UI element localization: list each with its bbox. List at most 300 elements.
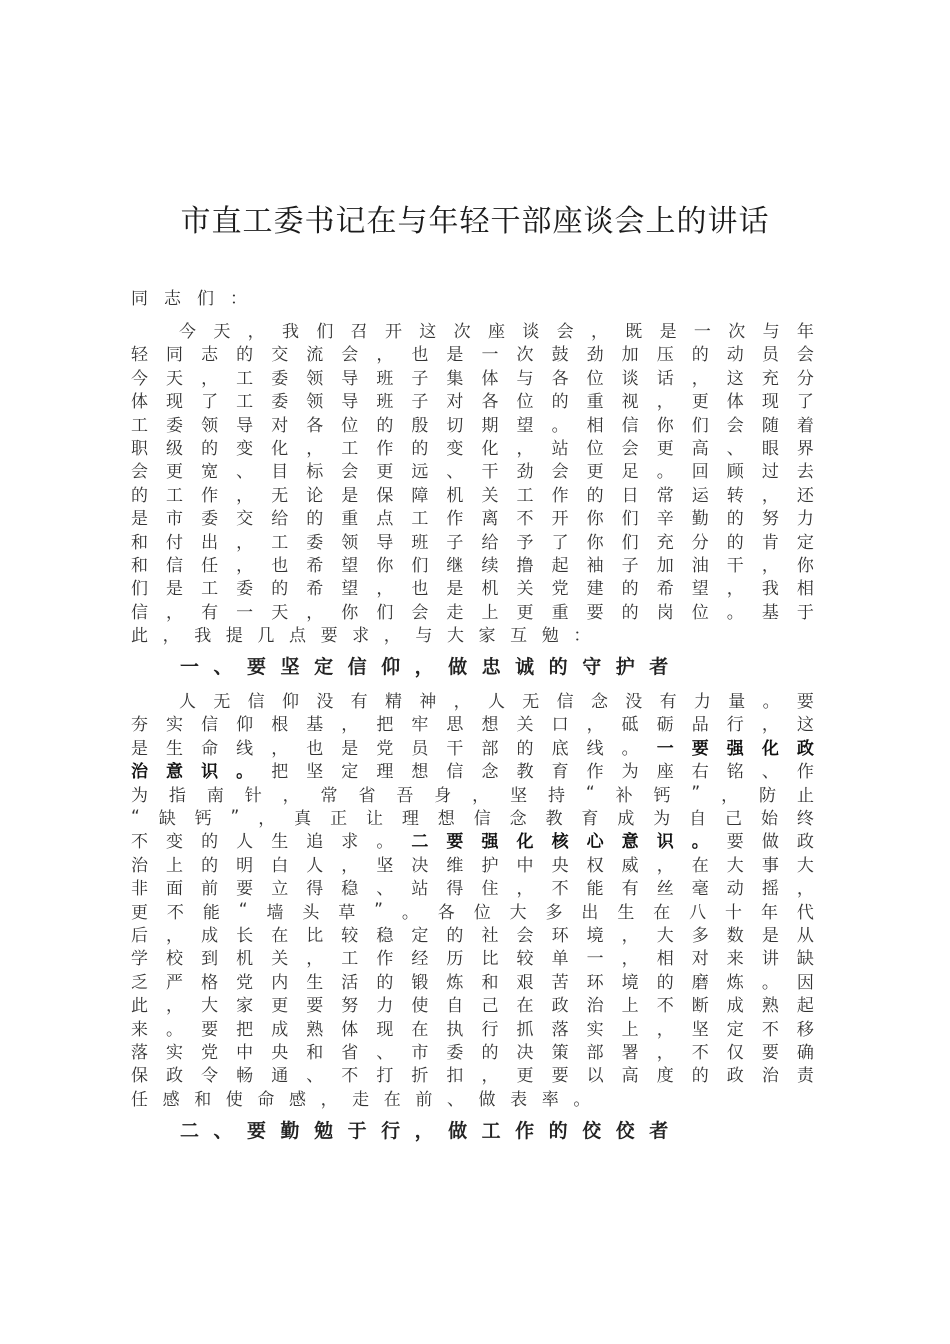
text-char: 格 <box>201 972 219 993</box>
heading-char: 勤 <box>280 1119 300 1142</box>
text-char: 各 <box>481 392 499 413</box>
text-char: 央 <box>271 1043 289 1063</box>
text-char: 着 <box>796 415 814 436</box>
text-char: 要 <box>796 692 814 712</box>
text-char: 位 <box>691 602 709 623</box>
emphasis-char: 要 <box>446 832 464 853</box>
page-title: 市直工委书记在与年轻干部座谈会上的讲话 <box>180 204 770 239</box>
text-char: 钙 <box>194 809 212 829</box>
paragraph-line <box>131 852 814 875</box>
text-char: 环 <box>586 972 604 993</box>
text-char: 重 <box>551 602 569 623</box>
text-char: 缺 <box>158 809 176 829</box>
text-char: 工 <box>236 368 254 389</box>
text-char: 铭 <box>726 762 744 783</box>
text-char: 学 <box>131 949 148 970</box>
text-char: 落 <box>551 1019 569 1040</box>
paragraph-line <box>131 599 814 622</box>
text-char: 次 <box>453 322 471 342</box>
text-char: 各 <box>306 415 324 436</box>
text-char: 住 <box>481 879 499 900</box>
paragraph-line <box>131 622 814 645</box>
text-char: 委 <box>201 509 219 530</box>
text-char: 工 <box>411 509 429 530</box>
emphasis-char: 治 <box>131 762 148 783</box>
heading-char: 者 <box>649 655 669 678</box>
text-char: 指 <box>168 785 186 806</box>
text-char: 子 <box>446 532 464 553</box>
text-char: ， <box>761 485 779 506</box>
text-char: 委 <box>166 415 184 436</box>
text-char: ， <box>282 785 300 806</box>
text-char: 更 <box>516 1066 534 1087</box>
text-char: 更 <box>271 996 289 1017</box>
heading-char: 者 <box>649 1119 669 1142</box>
text-char: 领 <box>201 415 219 436</box>
text-char: 有 <box>659 692 677 712</box>
text-char: 品 <box>691 715 709 736</box>
text-char: 确 <box>796 1043 814 1063</box>
paragraph-line <box>131 388 814 411</box>
text-char: 在 <box>691 855 709 876</box>
text-char: 更 <box>516 602 534 623</box>
text-char: 的 <box>691 345 709 366</box>
text-char: 这 <box>419 322 437 342</box>
text-char: 摇 <box>761 879 779 900</box>
text-char: 线 <box>586 738 604 759</box>
text-char: 身 <box>434 785 452 806</box>
paragraph-line <box>131 575 814 598</box>
text-char: 互 <box>510 626 528 647</box>
text-char: 信 <box>166 556 184 576</box>
text-char: 位 <box>516 392 534 413</box>
text-char: 级 <box>166 439 184 459</box>
text-char: 的 <box>551 392 569 413</box>
text-char: 期 <box>481 415 499 436</box>
emphasis-char: 化 <box>516 832 534 853</box>
text-char: 市 <box>166 509 184 530</box>
text-char: 要 <box>306 996 324 1017</box>
text-char: 天 <box>213 322 231 342</box>
text-char: 缺 <box>796 949 814 970</box>
paragraph-line <box>131 992 814 1015</box>
heading-char: 定 <box>314 655 334 678</box>
text-char: 。 <box>726 602 744 623</box>
text-char: 位 <box>473 902 491 923</box>
text-char: 袖 <box>586 556 604 576</box>
paragraph-line <box>131 412 814 435</box>
text-char: 。 <box>621 738 639 759</box>
text-char: 畅 <box>236 1066 254 1087</box>
text-char: 行 <box>726 715 744 736</box>
emphasis-char: 一 <box>656 738 674 759</box>
text-char: 底 <box>551 738 569 759</box>
text-char: 变 <box>446 439 464 459</box>
text-char: 党 <box>201 1043 219 1063</box>
emphasis-char: 识 <box>656 832 674 853</box>
text-char: 长 <box>236 926 254 946</box>
text-char: 生 <box>306 972 324 993</box>
text-char: 较 <box>516 949 534 970</box>
text-char: 干 <box>481 462 499 483</box>
text-char: 神 <box>419 692 437 712</box>
text-char: ， <box>376 579 394 600</box>
text-char: 保 <box>376 485 394 506</box>
text-char: ， <box>201 368 219 389</box>
text-char: 把 <box>376 715 394 736</box>
text-char: 社 <box>481 926 499 946</box>
paragraph-line <box>131 529 814 552</box>
text-char: 轻 <box>131 345 148 366</box>
text-char: 不 <box>691 1043 709 1063</box>
text-char: 经 <box>411 949 429 970</box>
text-char: 充 <box>656 532 674 553</box>
heading-char: 做 <box>448 1119 468 1142</box>
text-char: 高 <box>621 1066 639 1087</box>
paragraph-line <box>131 318 814 341</box>
text-char: 相 <box>586 415 604 436</box>
text-char: ， <box>236 485 254 506</box>
text-char: 这 <box>726 368 744 389</box>
text-char: 是 <box>446 579 464 600</box>
text-char: 更 <box>376 462 394 483</box>
text-char: 多 <box>691 926 709 946</box>
text-char: 终 <box>796 809 814 829</box>
emphasis-char: 意 <box>621 832 639 853</box>
text-char: 前 <box>415 1089 433 1110</box>
text-char: 了 <box>201 392 219 413</box>
paragraph-line <box>131 758 814 781</box>
text-char: 与 <box>415 626 433 647</box>
text-char: 口 <box>551 715 569 736</box>
text-char: 的 <box>446 926 464 946</box>
text-char: 通 <box>271 1066 289 1087</box>
text-char: 毫 <box>691 879 709 900</box>
text-char: 政 <box>551 996 569 1017</box>
text-char: 念 <box>509 809 527 829</box>
text-char: 率 <box>541 1089 559 1110</box>
text-char: 们 <box>621 532 639 553</box>
text-char: 是 <box>446 345 464 366</box>
paragraph-line <box>131 899 814 922</box>
text-char: 于 <box>796 602 814 623</box>
text-char: 得 <box>446 879 464 900</box>
text-char: ， <box>166 926 184 946</box>
text-char: 努 <box>761 509 779 530</box>
text-char: 油 <box>691 556 709 576</box>
text-char: 位 <box>586 439 604 459</box>
text-char: 单 <box>551 949 569 970</box>
text-char: 给 <box>481 532 499 553</box>
text-char: 力 <box>796 509 814 530</box>
text-char: 在 <box>271 926 289 946</box>
text-char: ， <box>306 439 324 459</box>
salutation-char: ： <box>230 289 247 309</box>
text-char: 压 <box>656 345 674 366</box>
text-char: 以 <box>586 1066 604 1087</box>
text-char: 更 <box>586 462 604 483</box>
text-char: 事 <box>761 855 779 876</box>
text-char: 行 <box>481 1019 499 1040</box>
text-char: 你 <box>376 556 394 576</box>
text-char: 补 <box>615 785 633 806</box>
text-char: 、 <box>306 1066 324 1087</box>
text-char: 子 <box>411 392 429 413</box>
text-char: 要 <box>726 832 744 853</box>
text-char: 要 <box>320 626 338 647</box>
text-char: 自 <box>446 996 464 1017</box>
text-char: 也 <box>411 345 429 366</box>
text-char: 市 <box>411 1043 429 1063</box>
text-char: 你 <box>656 415 674 436</box>
emphasis-char: 识 <box>201 762 219 783</box>
text-char: 代 <box>796 902 814 923</box>
text-char: 要 <box>201 1019 219 1040</box>
text-char: ， <box>236 532 254 553</box>
emphasis-char: 政 <box>796 738 814 759</box>
text-char: 成 <box>726 996 744 1017</box>
text-char: ， <box>162 626 180 647</box>
text-char: 在 <box>516 996 534 1017</box>
text-char: 工 <box>271 532 289 553</box>
paragraph-line <box>131 1039 814 1062</box>
text-char: 坚 <box>510 785 528 806</box>
salutation-char: 志 <box>164 289 181 309</box>
text-char: 充 <box>761 368 779 389</box>
emphasis-char: 心 <box>586 832 604 853</box>
heading-char: 佼 <box>615 1119 635 1142</box>
text-char: 会 <box>621 439 639 459</box>
text-char: 信 <box>473 809 491 829</box>
text-char: 上 <box>166 855 184 876</box>
text-char: 真 <box>294 809 312 829</box>
text-char: 领 <box>341 532 359 553</box>
text-char: 体 <box>341 1019 359 1040</box>
text-char: 领 <box>306 368 324 389</box>
text-char: 不 <box>516 509 534 530</box>
text-char: 不 <box>656 996 674 1017</box>
text-char: 治 <box>761 1066 779 1087</box>
text-char: 人 <box>179 692 196 712</box>
text-char: 起 <box>796 996 814 1017</box>
text-char: 们 <box>621 509 639 530</box>
text-char: 一 <box>693 322 711 342</box>
text-char: 定 <box>341 762 359 783</box>
text-char: 砥 <box>621 715 639 736</box>
paragraph-line <box>131 688 814 711</box>
text-char: 把 <box>236 1019 254 1040</box>
text-char: 坚 <box>691 1019 709 1040</box>
text-char: 、 <box>761 762 779 783</box>
text-char: 会 <box>131 462 148 483</box>
text-char: 求 <box>352 626 370 647</box>
text-char: 今 <box>131 368 148 389</box>
text-char: 部 <box>586 1043 604 1063</box>
text-char: 班 <box>376 392 394 413</box>
text-char: ， <box>656 1019 674 1040</box>
text-char: 始 <box>760 809 778 829</box>
text-char: 加 <box>656 556 674 576</box>
text-char: 定 <box>411 926 429 946</box>
text-char: 立 <box>271 879 289 900</box>
text-char: 实 <box>166 1043 184 1063</box>
text-char: 会 <box>551 462 569 483</box>
text-char: 生 <box>271 832 289 853</box>
text-char: 信 <box>131 602 148 623</box>
text-char: 们 <box>411 556 429 576</box>
paragraph-line <box>131 341 814 364</box>
text-char: 牢 <box>411 715 429 736</box>
text-char: 站 <box>411 879 429 900</box>
text-char: 策 <box>551 1043 569 1063</box>
text-char: 现 <box>761 392 779 413</box>
text-char: 志 <box>201 345 219 366</box>
text-char: ， <box>516 879 534 900</box>
paragraph-line <box>131 782 814 805</box>
text-char: 肯 <box>761 532 779 553</box>
text-char: 关 <box>516 715 534 736</box>
text-char: 使 <box>225 1089 243 1110</box>
emphasis-char: 化 <box>761 738 779 759</box>
heading-char: 忠 <box>481 655 501 678</box>
text-char: 因 <box>796 972 814 993</box>
paragraph-line <box>131 805 814 828</box>
text-char: 面 <box>166 879 184 900</box>
text-char: 基 <box>306 715 324 736</box>
text-char: 移 <box>796 1019 814 1040</box>
text-char: 育 <box>581 809 599 829</box>
text-char: ， <box>621 926 639 946</box>
text-char: 力 <box>376 996 394 1017</box>
text-char: ， <box>453 692 471 712</box>
text-char: 成 <box>617 809 635 829</box>
text-char: 决 <box>411 855 429 876</box>
text-char: ， <box>166 602 184 623</box>
text-char: 、 <box>446 462 464 483</box>
heading-char: 的 <box>548 1119 568 1142</box>
text-char: 会 <box>796 345 814 366</box>
text-char: 实 <box>166 715 184 736</box>
text-char: 止 <box>796 785 814 806</box>
text-char: 有 <box>621 879 639 900</box>
text-char: 大 <box>509 902 527 923</box>
text-char: 自 <box>689 809 707 829</box>
text-char: 历 <box>446 949 464 970</box>
text-char: 右 <box>691 762 709 783</box>
text-char: 稳 <box>376 926 394 946</box>
text-char: ， <box>258 809 276 829</box>
text-char: 也 <box>411 579 429 600</box>
text-char: 变 <box>166 832 184 853</box>
text-char: 关 <box>516 579 534 600</box>
text-char: 望 <box>341 579 359 600</box>
text-char: 墙 <box>266 902 284 923</box>
text-char: 常 <box>320 785 338 806</box>
text-char: 信 <box>247 692 265 712</box>
text-char: 作 <box>376 439 394 459</box>
text-char: 成 <box>201 926 219 946</box>
text-char: 视 <box>621 392 639 413</box>
text-char: 殷 <box>411 415 429 436</box>
text-char: 大 <box>201 996 219 1017</box>
text-char: “ <box>238 900 248 921</box>
paragraph-line <box>131 505 814 528</box>
text-char: 对 <box>271 415 289 436</box>
text-char: 工 <box>516 485 534 506</box>
text-char: 更 <box>131 902 148 923</box>
text-char: 治 <box>131 855 148 876</box>
text-char: ， <box>166 996 184 1017</box>
text-char: 望 <box>341 556 359 576</box>
text-char: 岗 <box>656 602 674 623</box>
text-char: 动 <box>726 879 744 900</box>
paragraph-line <box>131 1062 814 1085</box>
text-char: 谈 <box>522 322 540 342</box>
text-char: 了 <box>796 392 814 413</box>
text-char: 我 <box>194 626 212 647</box>
heading-char: 要 <box>247 655 267 678</box>
text-char: “ <box>585 783 595 804</box>
text-char: 中 <box>516 855 534 876</box>
text-char: 站 <box>551 439 569 459</box>
text-char: 为 <box>653 809 671 829</box>
text-char: 流 <box>306 345 324 366</box>
heading-char: 的 <box>548 655 568 678</box>
text-char: 希 <box>656 579 674 600</box>
text-char: 让 <box>365 809 383 829</box>
text-char: 作 <box>201 485 219 506</box>
text-char: 要 <box>236 879 254 900</box>
text-char: 几 <box>257 626 275 647</box>
text-char: 落 <box>131 1043 148 1063</box>
text-char: 人 <box>236 832 254 853</box>
text-char: 大 <box>656 926 674 946</box>
paragraph-line <box>131 875 814 898</box>
text-char: ， <box>320 1089 338 1110</box>
text-char: 、 <box>376 879 394 900</box>
text-char: 望 <box>691 579 709 600</box>
text-char: ， <box>341 855 359 876</box>
text-char: 现 <box>166 392 184 413</box>
text-char: 的 <box>201 439 219 459</box>
text-char: 关 <box>481 485 499 506</box>
text-char: 白 <box>271 855 289 876</box>
text-char: 基 <box>761 602 779 623</box>
text-char: ， <box>761 715 779 736</box>
text-char: 。 <box>656 462 674 483</box>
text-char: 对 <box>691 949 709 970</box>
text-char: 为 <box>131 785 148 806</box>
text-char: 导 <box>376 532 394 553</box>
text-char: 党 <box>551 579 569 600</box>
text-char: 权 <box>586 855 604 876</box>
text-char: 体 <box>481 368 499 389</box>
text-char: 继 <box>446 556 464 576</box>
text-char: 的 <box>726 509 744 530</box>
text-char: 标 <box>306 462 324 483</box>
text-char: 理 <box>401 809 419 829</box>
text-char: ， <box>376 345 394 366</box>
text-char: 保 <box>131 1066 148 1087</box>
paragraph-line <box>131 552 814 575</box>
text-char: ， <box>383 626 401 647</box>
text-char: 能 <box>586 879 604 900</box>
text-char: 一 <box>586 949 604 970</box>
text-char: 严 <box>166 972 184 993</box>
text-char: 不 <box>341 1066 359 1087</box>
text-char: 无 <box>522 692 540 712</box>
text-char: 班 <box>411 532 429 553</box>
